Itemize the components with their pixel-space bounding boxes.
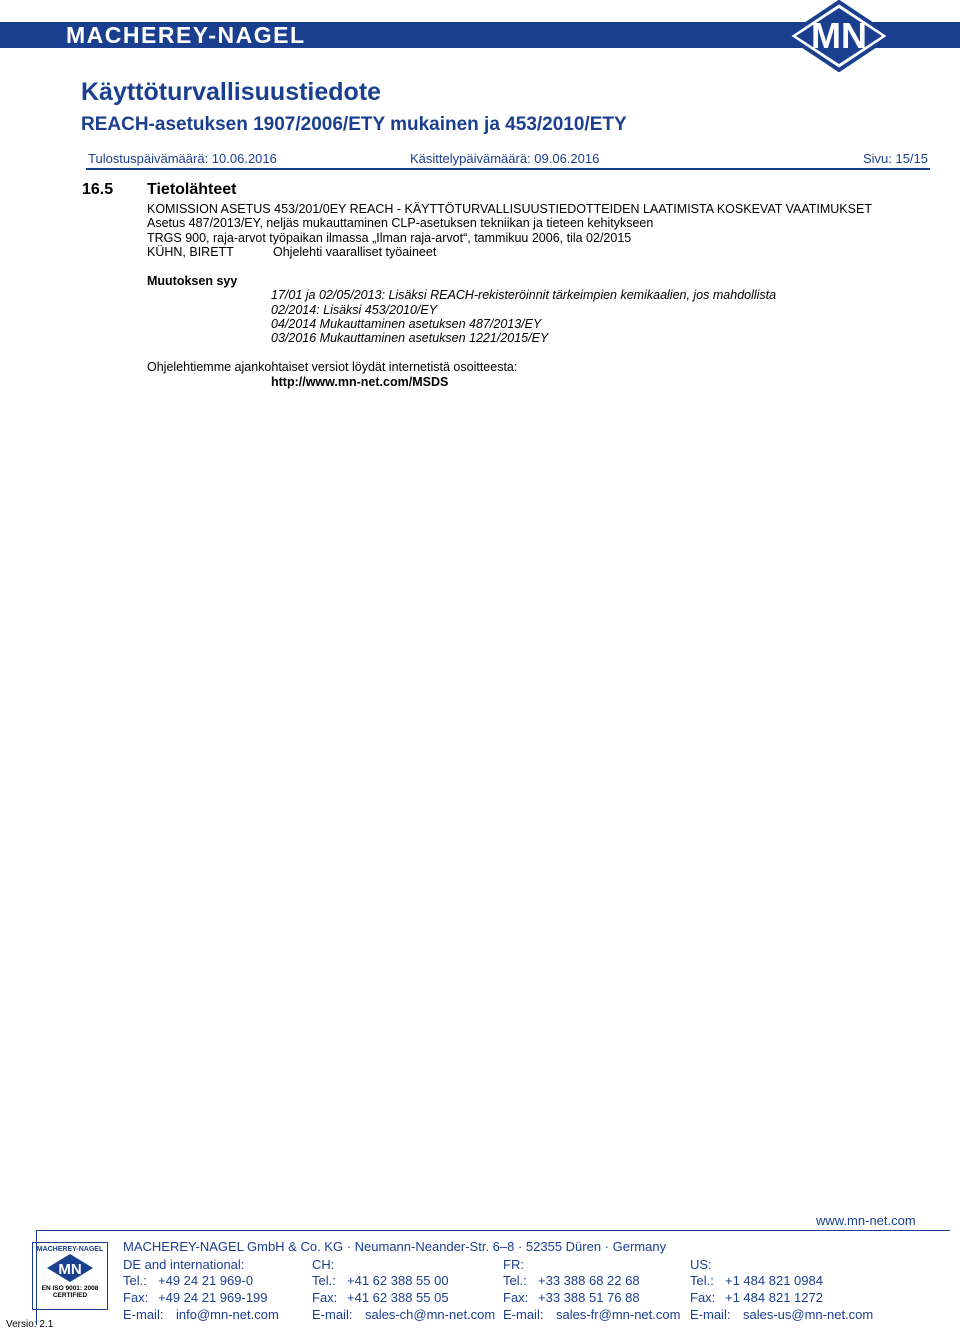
region-fr: FR: [503,1257,524,1272]
document-title: Käyttöturvallisuustiedote [81,78,382,106]
msds-link[interactable]: http://www.mn-net.com/MSDS [271,375,449,389]
tel-label: Tel.: [123,1273,147,1288]
change-item: 17/01 ja 02/05/2013: Lisäksi REACH-rekisteröinnit tärkeimpien kemikaalien, jos mahdollista [271,288,777,302]
brand-name: MACHEREY-NAGEL [66,22,306,48]
cert-line-2: CERTIFIED [52,1292,88,1299]
section-number: 16.5 [82,181,114,198]
kuhn-value: Ohjelehti vaaralliset työaineet [273,245,437,259]
footer-divider [36,1230,950,1231]
region-de: DE and international: [123,1257,245,1272]
company-line: MACHEREY-NAGEL GmbH & Co. KG · Neumann-Neander-Str. 6–8 · 52355 Düren · Germany [123,1239,667,1254]
tel-fr: +33 388 68 22 68 [538,1273,640,1288]
kuhn-label: KÜHN, BIRETT [147,245,234,259]
change-item: 03/2016 Mukauttaminen asetuksen 1221/2015/EY [271,331,549,345]
change-item: 04/2014 Mukauttaminen asetuksen 487/2013/EY [271,317,542,331]
source-line-3: TRGS 900, raja-arvot työpaikan ilmassa „Ilman raja-arvot“, tammikuu 2006, tila 02/2015 [147,231,632,245]
change-item: 02/2014: Lisäksi 453/2010/EY [271,303,438,317]
version-label: Versio: 2.1 [6,1319,54,1330]
footer-url[interactable]: www.mn-net.com [816,1213,916,1228]
meta-divider [86,168,930,170]
source-line-1: KOMISSION ASETUS 453/201/0EY REACH - KÄYTTÖTURVALLISUUSTIEDOTTEIDEN LAATIMISTA KOSKEVAT VAATIMUKSET [147,202,872,216]
mn-logo-text: MN [811,15,867,56]
region-ch: CH: [312,1257,335,1272]
fax-fr: +33 388 51 76 88 [538,1290,640,1305]
fax-us: +1 484 821 1272 [725,1290,823,1305]
meta-row [88,151,928,169]
source-line-2: Asetus 487/2013/EY, neljäs mukauttaminen CLP-asetuksen tekniikan ja tieteen kehitykseen [147,216,654,230]
email-label: E-mail: [503,1307,544,1322]
email-us[interactable]: sales-us@mn-net.com [743,1307,874,1322]
tel-label: Tel.: [312,1273,336,1288]
tel-ch: +41 62 388 55 00 [347,1273,449,1288]
cert-mn-icon [33,1253,107,1283]
fax-ch: +41 62 388 55 05 [347,1290,449,1305]
fax-label: Fax: [503,1290,529,1305]
internet-text: Ohjelehtiemme ajankohtaiset versiot löydät internetistä osoitteesta: [147,360,518,374]
cert-logo-text: MN [58,1261,82,1278]
tel-label: Tel.: [690,1273,714,1288]
change-reason-label: Muutoksen syy [147,274,238,288]
section-title: Tietolähteet [147,181,237,198]
fax-de: +49 24 21 969-199 [158,1290,268,1305]
email-de[interactable]: info@mn-net.com [176,1307,279,1322]
print-date: Tulostuspäivämäärä: 10.06.2016 [88,151,277,166]
mn-logo-icon [784,0,894,72]
region-us: US: [690,1257,712,1272]
page-number: Sivu: 15/15 [862,151,928,166]
fax-label: Fax: [312,1290,338,1305]
email-fr[interactable]: sales-fr@mn-net.com [556,1307,681,1322]
fax-label: Fax: [123,1290,149,1305]
document-subtitle: REACH-asetuksen 1907/2006/ETY mukainen ja 453/2010/ETY [81,114,627,135]
cert-line-1: EN ISO 9001: 2008 [41,1285,99,1292]
tel-us: +1 484 821 0984 [725,1273,823,1288]
email-ch[interactable]: sales-ch@mn-net.com [365,1307,496,1322]
process-date: Käsittelypäivämäärä: 09.06.2016 [410,151,600,166]
tel-de: +49 24 21 969-0 [158,1273,254,1288]
certification-badge [32,1242,108,1310]
email-label: E-mail: [123,1307,164,1322]
email-label: E-mail: [690,1307,731,1322]
email-label: E-mail: [312,1307,353,1322]
tel-label: Tel.: [503,1273,527,1288]
fax-label: Fax: [690,1290,716,1305]
cert-brand: MACHEREY-NAGEL [36,1246,104,1253]
